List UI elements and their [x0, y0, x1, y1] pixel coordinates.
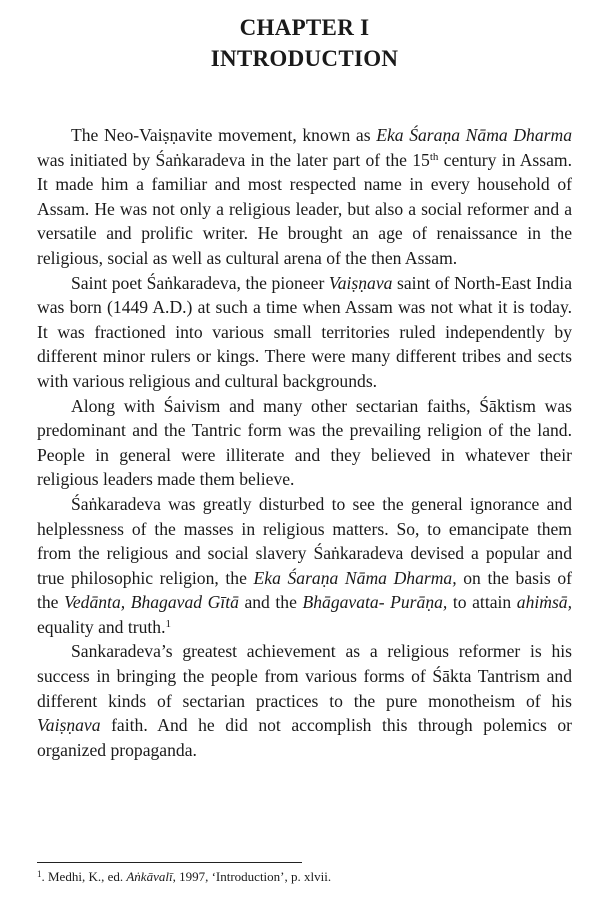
italic-term: Vaiṣṇava	[37, 715, 101, 736]
text-run: faith. And he did not accomplish this through polemics or organized propaganda.	[37, 715, 572, 760]
footnote	[37, 868, 331, 886]
text-run: The Neo-Vaiṣṇavite movement, known as	[71, 125, 377, 145]
footnote-text	[42, 869, 332, 884]
italic-term: Bhāgavata- Purāṇa,	[302, 592, 448, 613]
text-run: saint of North-East India was born (1449 A.D.) at such a time when Assam was not what it is today. It was fractioned into various small territories ruled independently by different minor rulers or kings. There were many different tribes and sects with various religious and cultural backgrounds.	[37, 272, 572, 391]
italic-term: Eka Śaraṇa Nāma Dharma	[376, 125, 572, 145]
chapter-title: INTRODUCTION	[210, 46, 399, 71]
text-run: on the basis of the	[37, 567, 572, 613]
body-text	[37, 123, 572, 762]
superscript: 1	[165, 617, 171, 630]
text-run: and the	[238, 592, 303, 613]
superscript: th	[429, 150, 439, 163]
text-run: was initiated by Śaṅkaradeva in the later part of the 15	[37, 149, 430, 170]
text-run: equality and truth.	[37, 616, 166, 637]
italic-term: Vedānta, Bhagavad Gītā	[64, 592, 239, 613]
paragraph	[37, 492, 572, 640]
italic-term: Eka Śaraṇa Nāma Dharma,	[253, 567, 457, 588]
text-run: , 1997, ‘Introduction’, p. xlvii.	[172, 869, 332, 884]
paragraph	[37, 271, 572, 394]
footnote-divider	[37, 862, 302, 863]
paragraph	[37, 123, 572, 271]
italic-term: Vaiṣṇava	[328, 272, 393, 293]
text-run: Saint poet Śaṅkaradeva, the pioneer	[71, 272, 329, 293]
text-run: Along with Śaivism and many other sectarian faiths, Śāktism was predominant and the Tantric form was the prevailing religion of the land. People in general were illiterate and they believed in whatever their religious leaders made them believe.	[37, 395, 572, 490]
text-run: century in Assam. It made him a familiar and most respected name in every household of Assam. He was not only a religious leader, but also a social reformer and a versatile and prolific writer. He brought an age of renaissance in the religious, social as well as cultural arena of the then Assam.	[37, 149, 572, 268]
italic-term: ahiṁsā,	[516, 592, 572, 613]
chapter-label: CHAPTER I	[239, 15, 370, 40]
footnote-marker: 1	[37, 869, 42, 879]
text-run: Sankaradeva’s greatest achievement as a religious reformer is his success in bringing the people from various forms of Śākta Tantrism and different kinds of sectarian practices to the pure monotheism of his	[37, 641, 572, 711]
text-run: Śaṅkaradeva was greatly disturbed to see the general ignorance and helplessness of the masses in religious matters. So, to emancipate them from the religious and social slavery Śaṅkaradeva devised a popular and true philosophic religion, the	[37, 493, 572, 588]
text-run: to attain	[447, 592, 517, 613]
paragraph	[37, 639, 572, 762]
italic-term: Aṅkāvalī	[126, 869, 173, 884]
text-run: . Medhi, K., ed.	[41, 869, 127, 884]
paragraph	[37, 394, 572, 492]
